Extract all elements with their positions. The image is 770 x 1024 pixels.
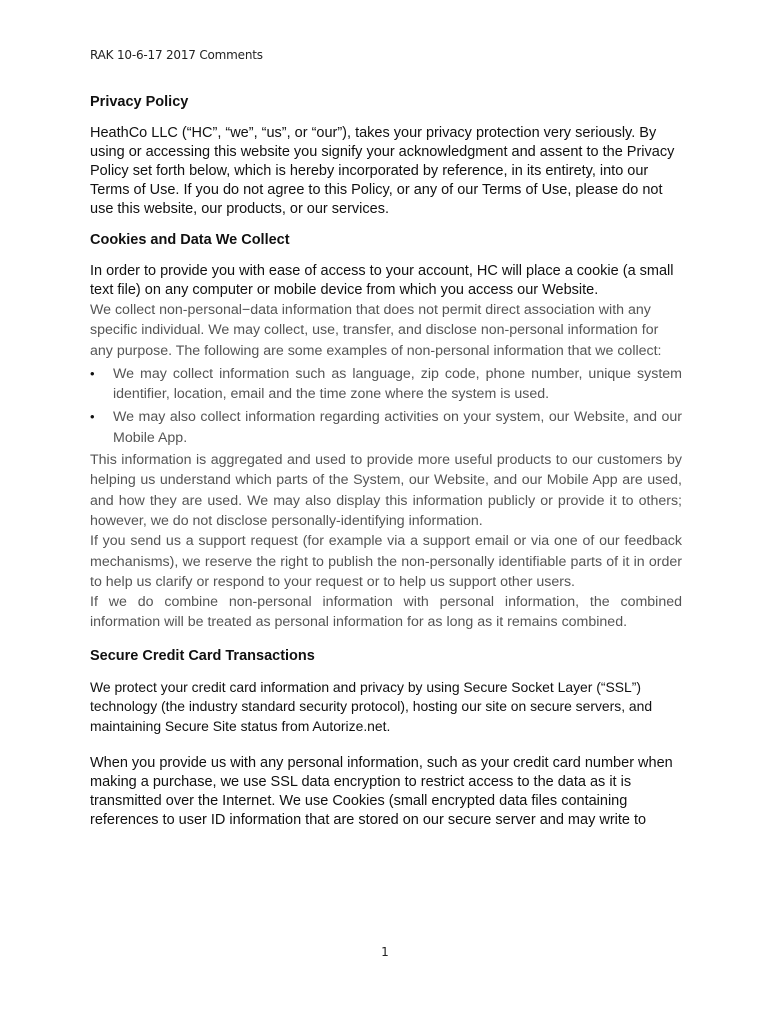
privacy-policy-heading: Privacy Policy [90, 94, 189, 110]
list-item [90, 364, 682, 405]
personal-info-paragraph: When you provide us with any personal information, such as your credit card number when making a purchase, we use SSL data encryption to restrict access to the data as it is transmitted over the Internet. We use Cookies (small encrypted data files containing references to user ID information that are stored on our secure server and may write to [90, 755, 673, 829]
cookies-heading: Cookies and Data We Collect [90, 232, 290, 248]
combined-info-paragraph: If we do combine non-personal information with personal information, the combined information will be treated as personal information for as long as it remains combined. [90, 594, 682, 631]
document-body [90, 93, 682, 830]
support-request-paragraph: If you send us a support request (for example via a support email or via one of our feedback mechanisms), we reserve the right to publish the non-personally identifiable parts of it in order to help us clarify or respond to your request or to help us support other users. [90, 533, 682, 590]
nonpersonal-intro-paragraph: We collect non-personal−data information that does not permit direct association with any specific individual. We may collect, use, transfer, and disclose non-personal information for any purpose. The following are some examples of non-personal information that we collect: [90, 302, 662, 359]
nonpersonal-examples-list [90, 364, 682, 448]
aggregated-info-paragraph: This information is aggregated and used to provide more useful products to our customers by helping us understand which parts of the System, our Website, and our Mobile App are used, and how they are used. We may also display this information publicly or provide it to others; however, we do not disclose personally-identifying information. [90, 452, 682, 529]
bullet-icon: • [90, 409, 95, 425]
privacy-policy-paragraph: HeathCo LLC (“HC”, “we”, “us”, or “our”), takes your privacy protection very seriously. By using or accessing this website you signify your acknowledgment and assent to the Privacy Policy set forth below, which is hereby incorporated by reference, in its entirety, into our Terms of Use. If you do not agree to this Policy, or any of our Terms of Use, please do not use this website, our products, or our services. [90, 125, 675, 217]
page-header-note: RAK 10-6-17 2017 Comments [90, 48, 263, 62]
list-item-text: We may also collect information regarding activities on your system, our Website, and our Mobile App. [113, 409, 682, 446]
ssl-paragraph: We protect your credit card information and privacy by using Secure Socket Layer (“SSL”) technology (the industry standard security protocol), hosting our site on secure servers, and maintaining Secure Site status from Autorize.net. [90, 678, 653, 734]
credit-card-heading: Secure Credit Card Transactions [90, 647, 315, 664]
cookies-paragraph: In order to provide you with ease of access to your account, HC will place a cookie (a small text file) on any computer or mobile device from which you access our Website. [90, 263, 674, 298]
bullet-icon: • [90, 365, 95, 381]
page-number: 1 [381, 945, 389, 959]
list-item [90, 407, 682, 448]
list-item-text: We may collect information such as language, zip code, phone number, unique system identifier, location, email and the time zone where the system is used. [113, 365, 682, 403]
